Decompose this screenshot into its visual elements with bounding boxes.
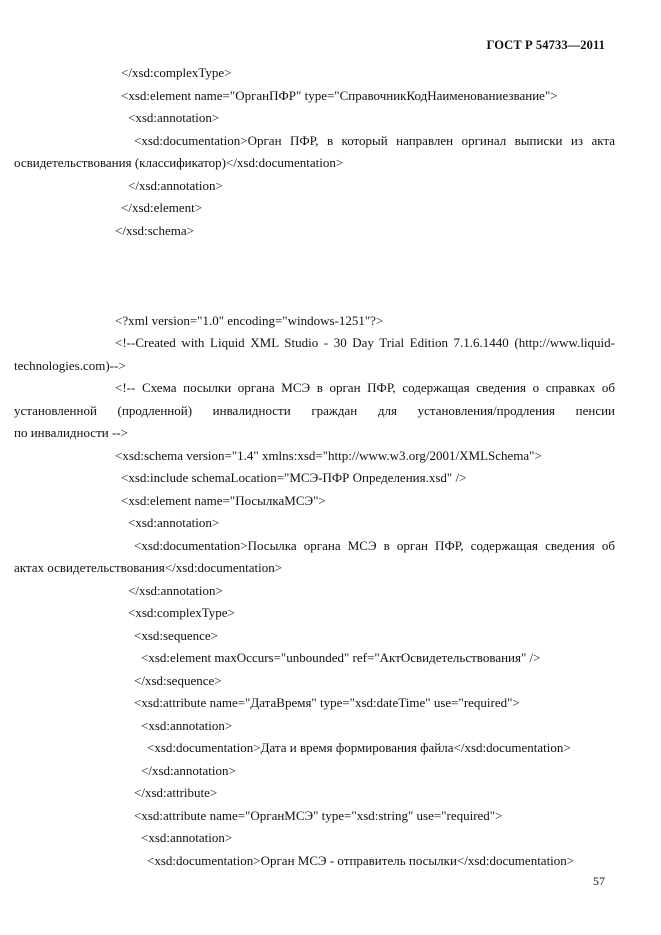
xml-line: <xsd:annotation>: [141, 830, 233, 845]
xml-line: <xsd:schema version="1.4" xmlns:xsd="http://www.w3.org/2001/XMLSchema">: [115, 447, 542, 463]
xml-line: </xsd:annotation>: [128, 177, 223, 193]
xml-line: <xsd:documentation>Орган ПФР, в который направлен оргинал выписки из акта: [134, 132, 615, 148]
xml-line: <xsd:annotation>: [128, 515, 220, 530]
standard-header: ГОСТ Р 54733—2011: [486, 38, 605, 52]
xml-line: </xsd:complexType>: [121, 65, 232, 80]
xml-line: установленной (продленной) инвалидности граждан для установления/продления пенсии: [14, 402, 615, 418]
xml-line: </xsd:sequence>: [134, 672, 222, 688]
xml-line: <xsd:annotation>: [141, 717, 233, 733]
xml-line: <xsd:documentation>Орган МСЭ - отправитель посылки</xsd:documentation>: [147, 852, 575, 868]
xml-line: <xsd:complexType>: [128, 605, 235, 620]
xml-line: <xsd:annotation>: [128, 110, 220, 125]
blank-line: [84, 287, 615, 310]
xml-line: </xsd:element>: [121, 200, 203, 215]
xml-line: </xsd:annotation>: [128, 582, 223, 598]
xml-line: актах освидетельствования</xsd:documentation>: [14, 560, 283, 575]
xml-line: по инвалидности -->: [14, 425, 128, 440]
xml-line: </xsd:attribute>: [134, 785, 218, 800]
xml-paragraph: [14, 130, 615, 175]
xml-line: </xsd:annotation>: [141, 762, 236, 778]
xml-paragraph: [14, 332, 615, 377]
xml-line: </xsd:schema>: [115, 222, 194, 238]
xml-schema-text: [14, 62, 615, 872]
blank-gap: [84, 242, 615, 287]
xml-paragraph: [14, 535, 615, 580]
xml-line: <?xml version="1.0" encoding="windows-1251"?>: [115, 312, 384, 328]
xml-paragraph: [14, 377, 615, 445]
xml-line: <xsd:element name="ПосылкаМСЭ">: [121, 492, 326, 508]
xml-line: <xsd:include schemaLocation="МСЭ-ПФР Определения.xsd" />: [121, 470, 467, 485]
xml-line: <!--Created with Liquid XML Studio - 30 Day Trial Edition 7.1.6.1440 (http://www.liquid-: [115, 335, 615, 350]
xml-line: <xsd:sequence>: [134, 627, 218, 643]
xml-line: <xsd:attribute name="ОрганМСЭ" type="xsd:string" use="required">: [134, 807, 503, 823]
xml-line: technologies.com)-->: [14, 357, 126, 373]
xml-line: <xsd:element maxOccurs="unbounded" ref="АктОсвидетельствования" />: [141, 650, 541, 665]
xml-line: <!-- Схема посылки органа МСЭ в орган ПФР, содержащая сведения о справках об: [115, 380, 615, 395]
page-number: 57: [593, 874, 605, 888]
xml-line: <xsd:documentation>Дата и время формирования файла</xsd:documentation>: [147, 740, 571, 755]
xml-line: <xsd:element name="ОрганПФР" type="СправочникКодНаименованиезвание">: [121, 87, 558, 103]
xml-line: освидетельствования (классификатор)</xsd:documentation>: [14, 155, 344, 170]
xml-line: <xsd:attribute name="ДатаВремя" type="xsd:dateTime" use="required">: [134, 695, 520, 710]
xml-line: <xsd:documentation>Посылка органа МСЭ в орган ПФР, содержащая сведения об: [134, 537, 615, 553]
